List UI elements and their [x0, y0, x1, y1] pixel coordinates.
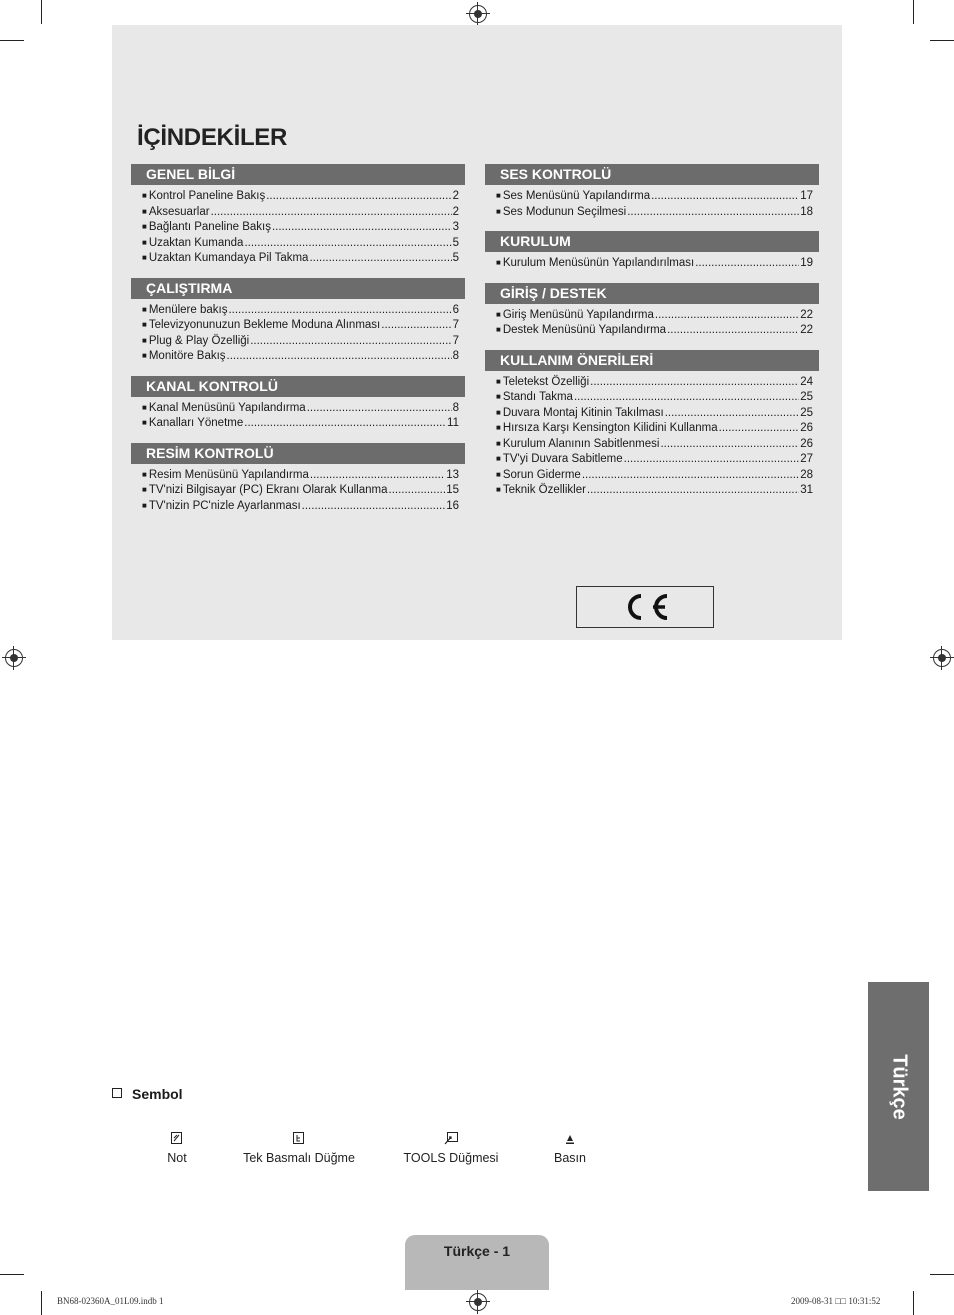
toc-right-column	[485, 164, 819, 510]
dot-leader	[250, 334, 451, 349]
toc-page-number: 6	[452, 303, 459, 316]
square-bullet-icon: ■	[142, 222, 147, 231]
toc-page-number: 26	[800, 422, 813, 434]
section-header: KULLANIM ÖNERİLERİ	[485, 350, 819, 371]
toc-entry-label: Duvara Montaj Kitinin Takılması	[502, 406, 664, 419]
toc-entry-label: Teletekst Özelliği	[502, 375, 590, 388]
toc-section	[131, 164, 465, 267]
registration-mark-icon	[933, 649, 951, 667]
toc-entry[interactable]	[131, 303, 465, 319]
toc-page-number: 2	[452, 205, 459, 218]
dot-leader	[574, 390, 799, 405]
square-bullet-icon: ■	[142, 304, 147, 314]
dot-leader	[272, 220, 452, 235]
toc-page-number: 22	[800, 324, 813, 336]
toc-section	[485, 350, 819, 499]
toc-entry-label: TV'yi Duvara Sabitleme	[502, 453, 623, 465]
toc-page-number: 7	[452, 319, 459, 331]
square-bullet-icon: ■	[496, 325, 501, 334]
section-header: SES KONTROLÜ	[485, 164, 819, 185]
square-bullet-icon: ■	[496, 454, 501, 463]
toc-entry-label: Kanalları Yönetme	[148, 417, 244, 429]
crop-mark	[41, 1291, 42, 1315]
toc-entry[interactable]	[485, 308, 819, 324]
toc-page-number: 11	[447, 417, 459, 429]
dot-leader	[266, 189, 451, 204]
square-bullet-icon: ■	[496, 309, 501, 319]
toc-page-number: 8	[452, 401, 459, 414]
square-bullet-icon: ■	[496, 258, 501, 267]
dot-leader	[587, 483, 799, 498]
toc-entry[interactable]	[485, 323, 819, 339]
toc-entry-label: Bağlantı Paneline Bakış	[148, 221, 271, 233]
square-bullet-icon: ■	[142, 485, 147, 494]
press-icon	[565, 1132, 575, 1145]
toc-entry[interactable]	[485, 189, 819, 205]
toc-entry[interactable]	[485, 421, 819, 437]
dot-leader	[695, 256, 799, 271]
toc-entry-label: Destek Menüsünü Yapılandırma	[502, 324, 667, 336]
toc-entry[interactable]	[485, 468, 819, 484]
toc-page-number: 18	[800, 205, 813, 218]
toc-entry-label: Menülere bakış	[148, 303, 228, 316]
toc-entry[interactable]	[485, 390, 819, 406]
toc-entry[interactable]	[131, 416, 465, 432]
toc-entry[interactable]	[485, 375, 819, 391]
toc-section	[131, 278, 465, 365]
symbol-label: Tek Basmalı Düğme	[243, 1151, 355, 1165]
toc-section	[485, 231, 819, 272]
ce-mark-box	[576, 586, 714, 628]
square-bullet-icon: ■	[142, 469, 147, 479]
square-bullet-icon: ■	[496, 423, 501, 432]
dot-leader	[211, 205, 452, 220]
toc-entry[interactable]	[131, 468, 465, 484]
square-bullet-icon: ■	[142, 191, 147, 200]
toc-section	[131, 376, 465, 432]
note-icon	[171, 1132, 183, 1145]
toc-entry-list	[485, 256, 819, 272]
toc-entry[interactable]	[131, 401, 465, 417]
toc-entry-label: TV'nizin PC'nizle Ayarlanması	[148, 499, 301, 512]
toc-page-number: 22	[800, 308, 813, 321]
square-bullet-icon: ■	[142, 206, 147, 216]
toc-entry-label: Resim Menüsünü Yapılandırma	[148, 468, 309, 481]
toc-entry[interactable]	[131, 334, 465, 350]
toc-page-number: 3	[452, 221, 459, 233]
symbol-label: TOOLS Düğmesi	[403, 1151, 499, 1165]
footer-file-info: BN68-02360A_01L09.indb 1	[57, 1296, 164, 1306]
square-bullet-icon: ■	[496, 392, 501, 401]
page-number-label: Türkçe - 1	[443, 1243, 511, 1259]
toc-page-number: 28	[800, 468, 813, 481]
dot-leader	[582, 468, 799, 483]
dot-leader	[227, 349, 452, 364]
square-bullet-icon: ■	[142, 237, 147, 247]
toc-entry-label: Hırsıza Karşı Kensington Kilidini Kullanma	[502, 422, 718, 434]
square-bullet-icon: ■	[142, 320, 147, 329]
square-bullet-icon: ■	[496, 191, 501, 200]
symbol-label: Not	[167, 1151, 187, 1165]
toc-entry-label: Kanal Menüsünü Yapılandırma	[148, 401, 306, 414]
crop-mark	[41, 0, 42, 24]
toc-section	[131, 443, 465, 515]
dot-leader	[244, 236, 451, 251]
crop-mark	[0, 1274, 24, 1275]
dot-leader	[307, 401, 452, 416]
dot-leader	[660, 437, 799, 452]
square-bullet-icon: ■	[496, 376, 501, 386]
one-touch-button-icon	[293, 1132, 305, 1145]
toc-entry[interactable]	[131, 189, 465, 205]
square-bullet-icon: ■	[496, 469, 501, 479]
checkbox-bullet-icon	[112, 1088, 122, 1098]
dot-leader	[310, 468, 445, 483]
toc-page-number: 25	[800, 391, 813, 403]
toc-entry-label: TV'nizi Bilgisayar (PC) Ekranı Olarak Kullanma	[148, 484, 388, 496]
toc-page-number: 17	[800, 190, 813, 202]
toc-entry[interactable]	[485, 406, 819, 422]
section-header: RESİM KONTROLÜ	[131, 443, 465, 464]
toc-entry-label: Uzaktan Kumandaya Pil Takma	[148, 252, 309, 264]
toc-page-number: 31	[800, 484, 813, 496]
toc-entry-label: Monitöre Bakış	[148, 350, 226, 362]
symbol-label: Basın	[554, 1151, 586, 1165]
toc-entry[interactable]	[485, 483, 819, 499]
toc-entry-label: Uzaktan Kumanda	[148, 236, 244, 249]
registration-mark-icon	[469, 1293, 487, 1311]
toc-entry[interactable]	[131, 349, 465, 365]
toc-entry[interactable]	[131, 251, 465, 267]
square-bullet-icon: ■	[142, 500, 147, 510]
section-header: GİRİŞ / DESTEK	[485, 283, 819, 304]
dot-leader	[667, 323, 799, 338]
square-bullet-icon: ■	[142, 402, 147, 412]
symbol-title-text: Sembol	[132, 1086, 183, 1102]
square-bullet-icon: ■	[142, 351, 147, 360]
square-bullet-icon: ■	[142, 253, 147, 262]
dot-leader	[665, 406, 800, 421]
toc-entry[interactable]	[131, 499, 465, 515]
crop-mark	[913, 0, 914, 24]
toc-entry[interactable]	[131, 220, 465, 236]
toc-entry-label: Televizyonunuzun Bekleme Moduna Alınması	[148, 319, 381, 331]
toc-section	[485, 283, 819, 339]
toc-entry-label: Ses Modunun Seçilmesi	[502, 205, 627, 218]
tools-button-icon	[444, 1132, 458, 1145]
toc-entry-list	[485, 308, 819, 339]
dot-leader	[624, 452, 800, 467]
square-bullet-icon: ■	[496, 206, 501, 216]
toc-page-number: 26	[800, 437, 813, 450]
toc-entry-label: Kontrol Paneline Bakış	[148, 190, 266, 202]
toc-page-number: 24	[800, 375, 813, 388]
square-bullet-icon: ■	[496, 485, 501, 494]
side-tab-label: Türkçe	[888, 1053, 910, 1120]
square-bullet-icon: ■	[496, 438, 501, 448]
toc-page-number: 25	[800, 406, 813, 419]
toc-page-number: 27	[800, 453, 813, 465]
toc-entry-label: Aksesuarlar	[148, 205, 210, 218]
toc-page-number: 13	[446, 468, 459, 481]
toc-page-number: 5	[452, 236, 459, 249]
page-number-tab	[405, 1235, 549, 1290]
toc-entry-label: Ses Menüsünü Yapılandırma	[502, 190, 651, 202]
toc-entry[interactable]	[485, 452, 819, 468]
crop-mark	[0, 40, 24, 41]
square-bullet-icon: ■	[142, 418, 147, 427]
toc-entry-label: Sorun Giderme	[502, 468, 581, 481]
toc-entry-list	[485, 375, 819, 499]
toc-entry[interactable]	[131, 205, 465, 221]
toc-entry-list	[485, 189, 819, 220]
toc-entry-label: Teknik Özellikler	[502, 484, 586, 496]
language-side-tab	[868, 982, 929, 1191]
registration-mark-icon	[469, 5, 487, 23]
dot-leader	[309, 251, 451, 266]
toc-page-number: 19	[800, 257, 813, 269]
toc-entry[interactable]	[131, 483, 465, 499]
dot-leader	[228, 303, 451, 318]
toc-entry[interactable]	[485, 205, 819, 221]
toc-entry-label: Giriş Menüsünü Yapılandırma	[502, 308, 654, 321]
footer-timestamp: 2009-08-31 □□ 10:31:52	[791, 1296, 881, 1306]
toc-page-number: 7	[452, 334, 459, 347]
toc-entry[interactable]	[485, 437, 819, 453]
page-title: İÇİNDEKİLER	[137, 124, 288, 151]
dot-leader	[655, 308, 799, 323]
toc-page-number: 2	[452, 190, 459, 202]
toc-entry-label: Plug & Play Özelliği	[148, 334, 250, 347]
crop-mark	[930, 1274, 954, 1275]
toc-page-number: 16	[446, 499, 459, 512]
toc-entry[interactable]	[131, 236, 465, 252]
toc-section	[485, 164, 819, 220]
crop-mark	[930, 40, 954, 41]
symbol-tools-button	[398, 1127, 504, 1165]
ce-mark-icon	[577, 587, 713, 627]
dot-leader	[389, 483, 446, 498]
symbol-one-touch-button	[240, 1127, 358, 1165]
toc-page-number: 15	[446, 484, 459, 496]
section-header: KANAL KONTROLÜ	[131, 376, 465, 397]
toc-entry-list	[131, 189, 465, 267]
square-bullet-icon: ■	[496, 407, 501, 417]
toc-entry-label: Standı Takma	[502, 391, 573, 403]
toc-page-number: 8	[452, 350, 459, 362]
toc-entry-list	[131, 468, 465, 515]
dot-leader	[627, 205, 799, 220]
symbol-section-title	[112, 1086, 183, 1102]
dot-leader	[590, 375, 799, 390]
toc-entry-label: Kurulum Alanının Sabitlenmesi	[502, 437, 660, 450]
dot-leader	[651, 189, 799, 204]
toc-left-column	[131, 164, 465, 525]
section-header: GENEL BİLGİ	[131, 164, 465, 185]
dot-leader	[381, 318, 451, 333]
dot-leader	[302, 499, 446, 514]
section-header: ÇALIŞTIRMA	[131, 278, 465, 299]
toc-entry-label: Kurulum Menüsünün Yapılandırılması	[502, 257, 695, 269]
toc-entry[interactable]	[485, 256, 819, 272]
crop-mark	[913, 1291, 914, 1315]
dot-leader	[244, 416, 446, 431]
toc-page-number: 5	[452, 252, 459, 264]
toc-entry-list	[131, 401, 465, 432]
toc-entry-list	[131, 303, 465, 365]
square-bullet-icon: ■	[142, 335, 147, 345]
toc-entry[interactable]	[131, 318, 465, 334]
section-header: KURULUM	[485, 231, 819, 252]
symbol-note	[147, 1127, 207, 1165]
symbol-press	[545, 1127, 595, 1165]
dot-leader	[719, 421, 800, 436]
registration-mark-icon	[5, 649, 23, 667]
